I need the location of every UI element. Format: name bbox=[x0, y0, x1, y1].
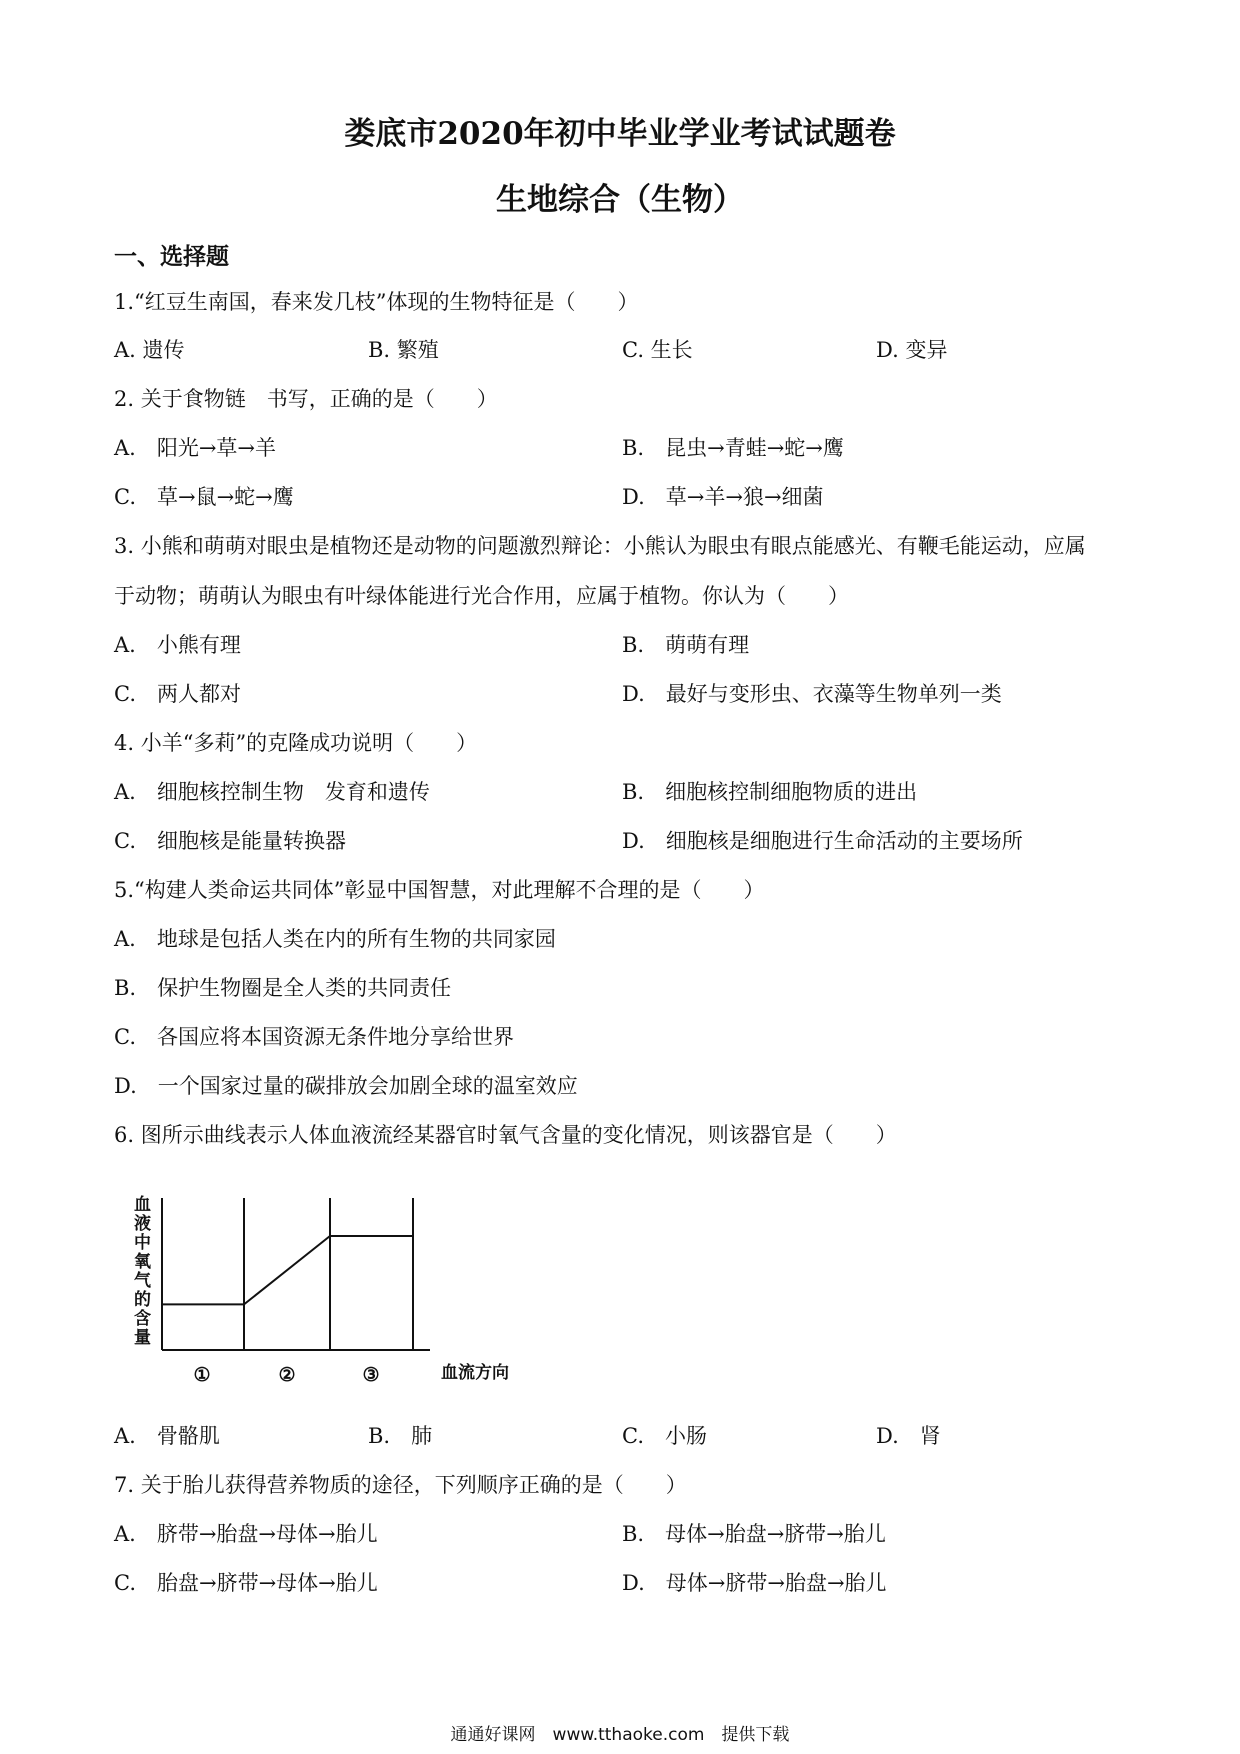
option: C. 胎盘→脐带→母体→胎儿 bbox=[114, 1571, 378, 1595]
option: A. 细胞核控制生物 发育和遗传 bbox=[114, 780, 430, 804]
page-title: 娄底市2020年初中毕业学业考试试题卷 bbox=[344, 116, 896, 152]
option: B. 母体→胎盘→脐带→胎儿 bbox=[622, 1522, 886, 1546]
question-stem: 5.“构建人类命运共同体”彰显中国智慧，对此理解不合理的是（ ） bbox=[114, 878, 765, 902]
oxygen-content-chart bbox=[130, 1188, 530, 1398]
question-stem: 6. 图所示曲线表示人体血液流经某器官时氧气含量的变化情况，则该器官是（ ） bbox=[114, 1123, 897, 1147]
option: C. 两人都对 bbox=[114, 682, 241, 706]
page-subtitle: 生地综合（生物） bbox=[496, 182, 744, 218]
option: D. 细胞核是细胞进行生命活动的主要场所 bbox=[622, 829, 1023, 853]
x-tick-label: ① bbox=[193, 1364, 211, 1386]
x-tick-label: ② bbox=[278, 1364, 296, 1386]
question-stem: 1.“红豆生南国，春来发几枝”体现的生物特征是（ ） bbox=[114, 290, 639, 314]
section-title: 一、选择题 bbox=[114, 243, 229, 270]
question-stem: 3. 小熊和萌萌对眼虫是植物还是动物的问题激烈辩论：小熊认为眼虫有眼点能感光、有鞭毛能运动，应属 bbox=[114, 534, 1086, 558]
option: C. 各国应将本国资源无条件地分享给世界 bbox=[114, 1025, 514, 1049]
option: C. 小肠 bbox=[622, 1424, 707, 1448]
option: B. 萌萌有理 bbox=[622, 633, 750, 657]
option: D. 一个国家过量的碳排放会加剧全球的温室效应 bbox=[114, 1074, 578, 1098]
option: B. 繁殖 bbox=[368, 338, 439, 362]
curve-segment bbox=[244, 1236, 330, 1304]
question-stem: 7. 关于胎儿获得营养物质的途径，下列顺序正确的是（ ） bbox=[114, 1473, 687, 1497]
option: A. 骨骼肌 bbox=[114, 1424, 220, 1448]
option: A. 阳光→草→羊 bbox=[114, 436, 277, 460]
option: B. 细胞核控制细胞物质的进出 bbox=[622, 780, 918, 804]
option: D. 母体→脐带→胎盘→胎儿 bbox=[622, 1571, 887, 1595]
option: B. 肺 bbox=[368, 1424, 433, 1448]
option: D. 最好与变形虫、衣藻等生物单列一类 bbox=[622, 682, 1002, 706]
option: A. 遗传 bbox=[114, 338, 185, 362]
y-axis-label: 血液中氧气的含量 bbox=[134, 1195, 151, 1348]
question-stem-continued: 于动物；萌萌认为眼虫有叶绿体能进行光合作用，应属于植物。你认为（ ） bbox=[114, 584, 849, 608]
option: C. 草→鼠→蛇→鹰 bbox=[114, 485, 294, 509]
footer-source: 通通好课网 www.tthaoke.com 提供下载 bbox=[450, 1725, 790, 1745]
option: A. 小熊有理 bbox=[114, 633, 241, 657]
option: B. 保护生物圈是全人类的共同责任 bbox=[114, 976, 452, 1000]
question-stem: 2. 关于食物链 书写，正确的是（ ） bbox=[114, 387, 498, 411]
option: D. 草→羊→狼→细菌 bbox=[622, 485, 824, 509]
option: A. 脐带→胎盘→母体→胎儿 bbox=[114, 1522, 378, 1546]
option: A. 地球是包括人类在内的所有生物的共同家园 bbox=[114, 927, 556, 951]
option: D. 肾 bbox=[876, 1424, 941, 1448]
option: B. 昆虫→青蛙→蛇→鹰 bbox=[622, 436, 844, 460]
option: C. 生长 bbox=[622, 338, 693, 362]
question-stem: 4. 小羊“多莉”的克隆成功说明（ ） bbox=[114, 731, 478, 755]
option: D. 变异 bbox=[876, 338, 948, 362]
x-axis-label: 血流方向 bbox=[441, 1363, 509, 1383]
option: C. 细胞核是能量转换器 bbox=[114, 829, 346, 853]
x-tick-label: ③ bbox=[362, 1364, 380, 1386]
